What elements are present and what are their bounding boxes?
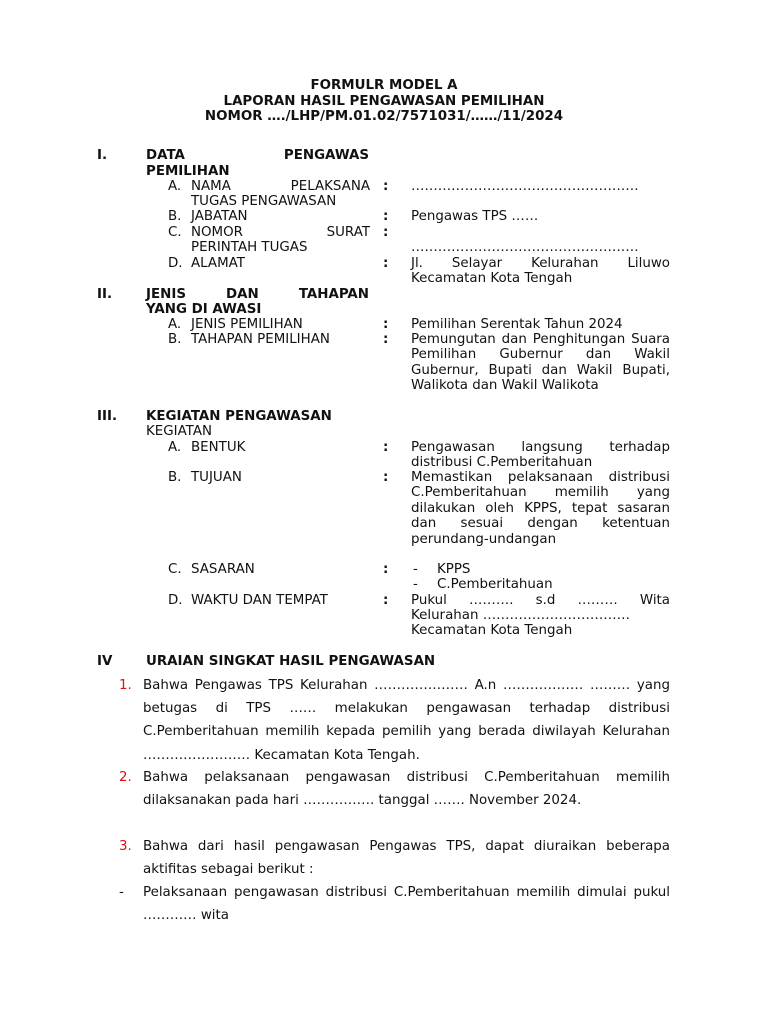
item-letter: D. <box>168 593 183 608</box>
address-value-line2: Kecamatan Kota Tengah <box>411 271 573 286</box>
report-number: NOMOR …./LHP/PM.01.02/7571031/……/11/2024 <box>204 109 564 124</box>
item-label: BENTUK <box>191 440 246 455</box>
item-letter: A. <box>168 317 182 332</box>
place-value: Kelurahan …………………………… <box>411 608 631 623</box>
point-text: Bahwa pelaksanaan pengawasan distribusi C.Pemberitahuan memilih dilaksanakan pada hari ……………. tanggal ……. November 2024. <box>143 770 670 809</box>
item-colon: : <box>383 332 389 347</box>
address-value-line1: Jl. Selayar Kelurahan Liluwo <box>411 256 670 271</box>
item-label: TUJUAN <box>191 470 242 485</box>
point-text: Pelaksanaan pengawasan distribusi C.Pemberitahuan memilih dimulai pukul ………… wita <box>143 885 670 924</box>
form-value: Pengawasan langsung terhadap distribusi C.Pemberitahuan <box>411 440 670 471</box>
time-value: Pukul ………. s.d ……… Wita <box>411 593 670 608</box>
point-number: 3. <box>119 839 132 854</box>
item-label-line1: NOMOR SURAT <box>191 225 370 240</box>
section-3-title: KEGIATAN PENGAWASAN <box>146 409 332 424</box>
item-letter: B. <box>168 332 182 347</box>
section-3-numeral: III. <box>97 409 118 424</box>
form-title: FORMULR MODEL A <box>310 78 458 93</box>
target-bullet: - <box>413 577 418 592</box>
section-2-numeral: II. <box>97 287 113 302</box>
item-colon: : <box>383 225 389 240</box>
item-letter: D. <box>168 256 183 271</box>
item-letter: A. <box>168 440 182 455</box>
item-colon: : <box>383 593 389 608</box>
target-bullet: - <box>413 562 418 577</box>
item-label-line2: TUGAS PENGAWASAN <box>191 194 337 209</box>
item-colon: : <box>383 470 389 485</box>
section-1-title-line2: PEMILIHAN <box>146 164 230 179</box>
item-colon: : <box>383 562 389 577</box>
item-colon: : <box>383 179 389 194</box>
point-number: 2. <box>119 770 132 785</box>
item-letter: A. <box>168 179 182 194</box>
item-label-line1: NAMA PELAKSANA <box>191 179 370 194</box>
target-value-1: KPPS <box>437 562 471 577</box>
report-title: LAPORAN HASIL PENGAWASAN PEMILIHAN <box>223 94 545 109</box>
section-1-numeral: I. <box>97 148 108 163</box>
section-1-title <box>146 148 369 163</box>
item-label: JABATAN <box>191 209 248 224</box>
item-letter: C. <box>168 225 182 240</box>
election-type-value: Pemilihan Serentak Tahun 2024 <box>411 317 623 332</box>
position-value: Pengawas TPS …… <box>411 209 539 224</box>
item-colon: : <box>383 256 389 271</box>
section-4-numeral: IV <box>97 654 113 669</box>
item-label: JENIS PEMILIHAN <box>191 317 303 332</box>
item-letter: C. <box>168 562 182 577</box>
purpose-value: Memastikan pelaksanaan distribusi C.Pemberitahuan memilih yang dilakukan oleh KPPS, tepat sasaran dan sesuai dengan ketentuan perundang-undangan <box>411 470 670 547</box>
executor-name-value: …………………………………………… <box>411 179 639 194</box>
assignment-letter-value: …………………………………………… <box>411 240 639 255</box>
district-value: Kecamatan Kota Tengah <box>411 623 573 638</box>
target-value-2: C.Pemberitahuan <box>437 577 553 592</box>
section-1-title-line1: DATA PENGAWAS <box>146 148 369 163</box>
section-2-title-line1: JENIS DAN TAHAPAN <box>146 287 369 302</box>
item-label-line2: PERINTAH TUGAS <box>191 240 308 255</box>
election-stage-value: Pemungutan dan Penghitungan Suara Pemilihan Gubernur dan Wakil Gubernur, Bupati dan Wakil Bupati, Walikota dan Wakil Walikota <box>411 332 670 394</box>
point-dash: - <box>119 885 124 900</box>
item-label: WAKTU DAN TEMPAT <box>191 593 328 608</box>
point-number: 1. <box>119 678 132 693</box>
item-letter: B. <box>168 209 182 224</box>
point-text: Bahwa Pengawas TPS Kelurahan ………………… A.n ……………… ……… yang betugas di TPS …… melakukan pengawasan terhadap distribusi C.Pemberitahuan memilih kepada pemilih yang berada diwilayah Kelurahan …………………… Kecamatan Kota Tengah. <box>143 678 670 763</box>
item-colon: : <box>383 209 389 224</box>
item-letter: B. <box>168 470 182 485</box>
item-label: SASARAN <box>191 562 255 577</box>
item-label: ALAMAT <box>191 256 245 271</box>
item-label: TAHAPAN PEMILIHAN <box>191 332 330 347</box>
point-text: Bahwa dari hasil pengawasan Pengawas TPS, dapat diuraikan beberapa aktifitas sebagai berikut : <box>143 839 670 878</box>
item-colon: : <box>383 440 389 455</box>
item-colon: : <box>383 317 389 332</box>
section-4-title: URAIAN SINGKAT HASIL PENGAWASAN <box>146 654 436 669</box>
section-3-subtitle: KEGIATAN <box>146 424 213 439</box>
section-2-title-line2: YANG DI AWASI <box>146 302 262 317</box>
